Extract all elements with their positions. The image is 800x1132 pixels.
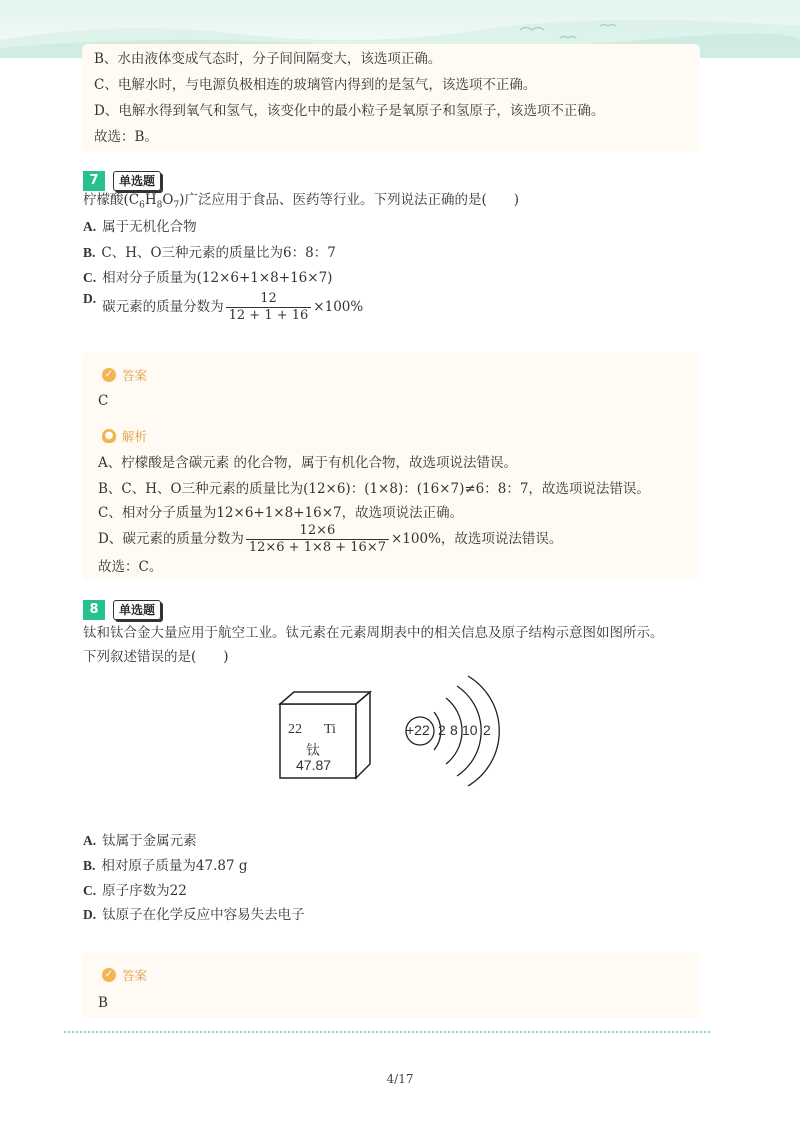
analysis-line: C、相对分子质量为12×6+1×8+16×7，故选项说法正确。 — [98, 505, 464, 521]
atomic-number: 22 — [288, 722, 302, 737]
prev-explanation-line: C、电解水时，与电源负极相连的玻璃管内得到的是氢气，该选项不正确。 — [94, 77, 537, 93]
section-divider — [64, 1031, 710, 1033]
element-symbol: Ti — [324, 722, 336, 737]
analysis-line: D、碳元素的质量分数为 $\frac{12\times 6}{12\times 6 + 1\times 8 + 16\times 7}$ ×100%，故选项说法错误。 — [98, 523, 563, 555]
answer-panel — [82, 952, 700, 1018]
question-type-label: 单选题 — [113, 600, 161, 620]
analysis-line: B、C、H、O三种元素的质量比为(12×6)：(1×8)：(16×7)≠6：8：7，故选项说法错误。 — [98, 481, 650, 497]
shell-electrons: 8 — [450, 722, 458, 738]
page-number: 4/17 — [386, 1072, 414, 1086]
check-icon: ✓ — [102, 968, 116, 982]
element-name: 钛 — [306, 743, 320, 759]
prev-explanation-line: B、水由液体变成气态时，分子间间隔变大，该选项正确。 — [94, 51, 442, 67]
prev-explanation-line: D、电解水得到氧气和氢气，该变化中的最小粒子是氧原子和氢原子，该选项不正确。 — [94, 103, 605, 119]
fraction: $\frac{12\times 6}{12\times 6 + 1\times 8 + 16\times 7}$ — [246, 523, 389, 556]
option-a[interactable]: A. 钛属于金属元素 — [83, 833, 197, 849]
analysis-tag: ● 解析 — [102, 427, 147, 445]
option-a[interactable]: A. 属于无机化合物 — [83, 219, 197, 235]
nucleus-charge: +22 — [406, 722, 430, 738]
option-c[interactable]: C. 原子序数为22 — [83, 883, 187, 899]
shell-electrons: 10 — [462, 722, 478, 738]
question-type-label: 单选题 — [113, 171, 161, 191]
option-d[interactable]: D. 钛原子在化学反应中容易失去电子 — [83, 907, 305, 923]
prev-explanation-line: 故选：B。 — [94, 129, 158, 145]
question-stem: 钛和钛合金大量应用于航空工业。钛元素在元素周期表中的相关信息及原子结构示意图如图所示。 — [83, 625, 664, 641]
option-b[interactable]: B. 相对原子质量为47.87 g — [83, 858, 248, 874]
question-stem: 下列叙述错误的是( ) — [83, 649, 229, 665]
shell-electrons: 2 — [438, 722, 446, 738]
option-d[interactable]: D.碳元素的质量分数为 $\frac{12}{12 + 1 + 16}$ ×100% — [83, 291, 364, 323]
answer-panel — [82, 352, 700, 580]
prev-explanation-panel — [82, 44, 700, 152]
fraction: $\frac{12}{12 + 1 + 16}$ — [226, 291, 312, 324]
analysis-line: A、柠檬酸是含碳元素 的化合物，属于有机化合物，故选项说法错误。 — [98, 455, 518, 471]
atom-structure-figure — [400, 672, 510, 796]
question-number-badge: 8 — [83, 600, 105, 620]
lightbulb-icon: ● — [102, 429, 116, 443]
atomic-mass: 47.87 — [296, 757, 332, 773]
answer-tag: ✓ 答案 — [102, 366, 147, 384]
option-c[interactable]: C. 相对分子质量为(12×6+1×8+16×7) — [83, 270, 333, 286]
check-icon: ✓ — [102, 368, 116, 382]
analysis-conclusion: 故选：C。 — [98, 559, 163, 575]
answer-value: C — [98, 393, 109, 409]
question-stem: 柠檬酸$(C_6H_8O_7)$广泛应用于食品、医药等行业。下列说法正确的是( ) — [83, 192, 519, 211]
option-b[interactable]: B. C、H、O三种元素的质量比为6：8：7 — [83, 245, 336, 261]
element-card-figure — [278, 690, 378, 780]
answer-value: B — [98, 995, 108, 1011]
answer-tag: ✓ 答案 — [102, 966, 147, 984]
shell-electrons: 2 — [483, 722, 491, 738]
question-number-badge: 7 — [83, 171, 105, 191]
